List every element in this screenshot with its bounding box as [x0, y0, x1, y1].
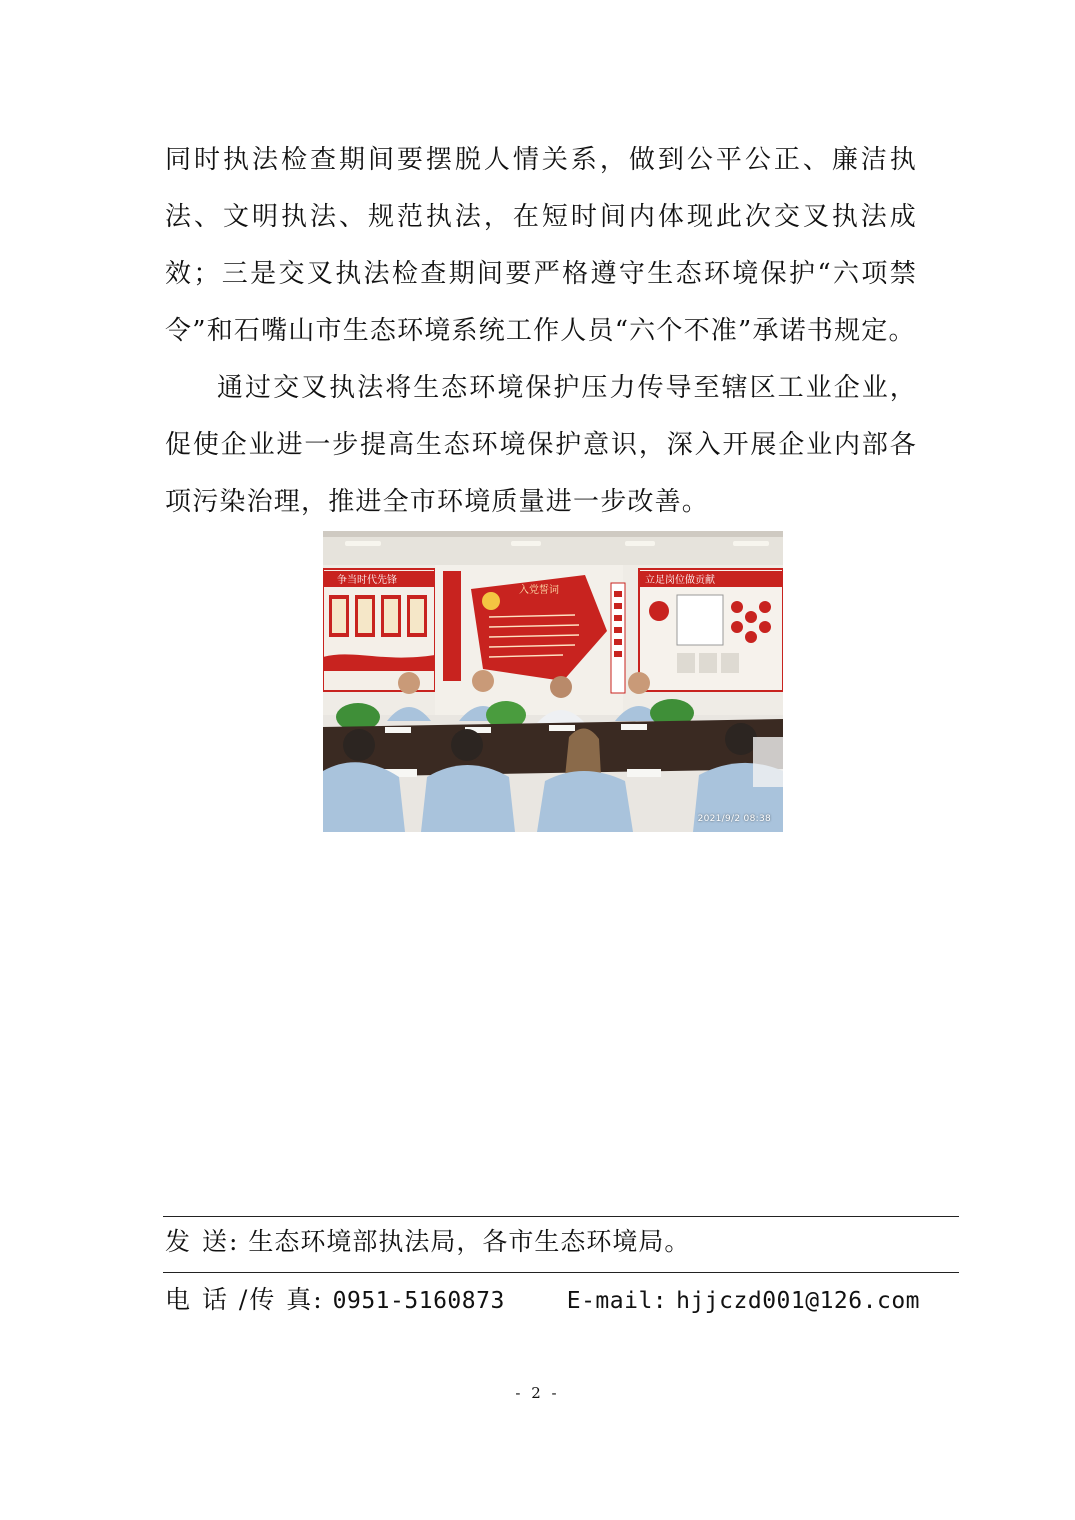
banner-right-text: 立足岗位做贡献	[645, 575, 715, 586]
phone-fax-label: 电 话 /传 真:	[165, 1285, 324, 1314]
footer-rule-bottom	[163, 1272, 959, 1273]
send-recipients: 生态环境部执法局，各市生态环境局。	[248, 1227, 691, 1256]
paragraph-conclusion: 通过交叉执法将生态环境保护压力传导至辖区工业企业，促使企业进一步提高生态环境保护意识，深入开展企业内部各项污染治理，推进全市环境质量进一步改善。	[165, 373, 917, 517]
contact-line	[165, 1280, 920, 1316]
body-text	[165, 132, 917, 531]
phone-fax-number: 0951-5160873	[332, 1288, 505, 1314]
paragraph-continued: 同时执法检查期间要摆脱人情关系，做到公平公正、廉洁执法、文明执法、规范执法，在短时间内体现此次交叉执法成效；三是交叉执法检查期间要严格遵守生态环境保护“六项禁令”和石嘴山市生态环境系统工作人员“六个不准”承诺书规定。	[165, 145, 917, 346]
scroll-title-text: 入党誓词	[519, 585, 559, 596]
distribution-line	[165, 1222, 690, 1258]
email-address: hjjczd001@126.com	[676, 1288, 921, 1314]
page-number: - 2 -	[515, 1384, 560, 1402]
send-label: 发 送:	[165, 1227, 240, 1256]
email-label: E-mail:	[566, 1288, 668, 1314]
footer-rule-top	[163, 1216, 959, 1217]
photo-timestamp: 2021/9/2 08:38	[697, 814, 771, 824]
banner-left-text: 争当时代先锋	[337, 575, 397, 586]
meeting-photo	[323, 531, 783, 832]
meeting-photo-illustration	[323, 531, 783, 832]
